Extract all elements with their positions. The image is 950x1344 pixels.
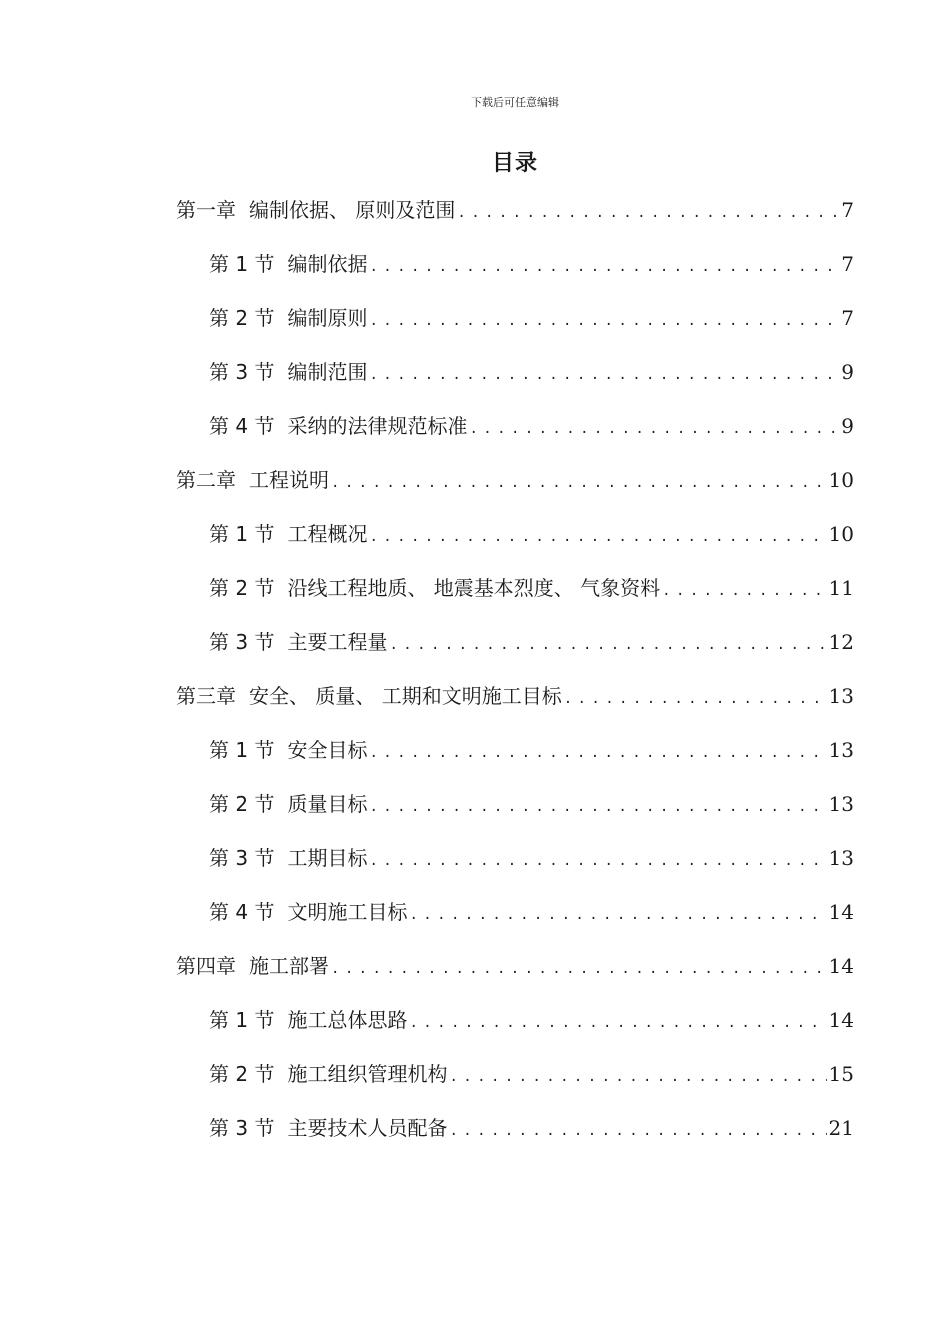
toc-dot-leader bbox=[369, 853, 826, 869]
toc-entry-title: 安全目标 bbox=[287, 738, 368, 762]
toc-entry-page: 14 bbox=[828, 1008, 854, 1032]
header-note: 下载后可任意编辑 bbox=[471, 96, 559, 109]
toc-entry-page: 10 bbox=[828, 468, 854, 492]
toc-entry-page: 7 bbox=[841, 252, 854, 276]
toc-entry-number: 第四章 bbox=[176, 954, 236, 978]
toc-chapter-entry[interactable] bbox=[176, 464, 854, 518]
toc-chapter-entry[interactable] bbox=[176, 950, 854, 1004]
toc-entry-number: 第 4 节 bbox=[209, 414, 275, 438]
toc-entry-number: 第二章 bbox=[176, 468, 236, 492]
toc-section-entry[interactable] bbox=[176, 896, 854, 950]
toc-entry-page: 11 bbox=[828, 576, 854, 600]
toc-entry-number: 第 1 节 bbox=[209, 252, 275, 276]
toc-section-entry[interactable] bbox=[176, 734, 854, 788]
toc-entry-page: 10 bbox=[828, 522, 854, 546]
toc-dot-leader bbox=[369, 313, 839, 329]
toc-entry-title: 主要技术人员配备 bbox=[287, 1116, 448, 1140]
toc-entry-page: 13 bbox=[828, 738, 854, 762]
toc-entry-title: 工期目标 bbox=[287, 846, 368, 870]
toc-entry-page: 13 bbox=[828, 792, 854, 816]
toc-section-entry[interactable] bbox=[176, 626, 854, 680]
toc-dot-leader bbox=[564, 691, 827, 707]
toc-entry-page: 15 bbox=[828, 1062, 854, 1086]
toc-dot-leader bbox=[331, 475, 827, 491]
toc-list bbox=[176, 194, 854, 1166]
toc-entry-number: 第 2 节 bbox=[209, 792, 275, 816]
toc-title: 目录 bbox=[491, 151, 538, 176]
toc-dot-leader bbox=[409, 1015, 826, 1031]
toc-dot-leader bbox=[389, 637, 826, 653]
toc-dot-leader bbox=[369, 745, 826, 761]
toc-chapter-entry[interactable] bbox=[176, 194, 854, 248]
toc-entry-page: 9 bbox=[841, 414, 854, 438]
toc-entry-number: 第 2 节 bbox=[209, 306, 275, 330]
toc-dot-leader bbox=[469, 421, 839, 437]
toc-entry-number: 第 3 节 bbox=[209, 360, 275, 384]
toc-chapter-entry[interactable] bbox=[176, 680, 854, 734]
toc-entry-page: 12 bbox=[828, 630, 854, 654]
toc-entry-page: 7 bbox=[841, 198, 854, 222]
toc-dot-leader bbox=[449, 1069, 826, 1085]
toc-entry-title: 采纳的法律规范标准 bbox=[287, 414, 468, 438]
toc-entry-page: 13 bbox=[828, 846, 854, 870]
toc-entry-page: 21 bbox=[828, 1116, 854, 1140]
toc-section-entry[interactable] bbox=[176, 410, 854, 464]
toc-entry-title: 安全、 质量、 工期和文明施工目标 bbox=[249, 684, 562, 708]
toc-entry-title: 施工总体思路 bbox=[287, 1008, 408, 1032]
toc-entry-number: 第三章 bbox=[176, 684, 236, 708]
toc-dot-leader bbox=[369, 529, 826, 545]
toc-dot-leader bbox=[662, 583, 826, 599]
toc-entry-title: 施工组织管理机构 bbox=[287, 1062, 448, 1086]
toc-entry-number: 第 2 节 bbox=[209, 1062, 275, 1086]
toc-entry-title: 编制依据 bbox=[287, 252, 368, 276]
toc-entry-title: 工程说明 bbox=[249, 468, 329, 492]
toc-dot-leader bbox=[369, 799, 826, 815]
toc-dot-leader bbox=[457, 205, 839, 221]
toc-dot-leader bbox=[409, 907, 826, 923]
toc-section-entry[interactable] bbox=[176, 1004, 854, 1058]
toc-entry-page: 14 bbox=[828, 954, 854, 978]
toc-section-entry[interactable] bbox=[176, 788, 854, 842]
toc-entry-number: 第 3 节 bbox=[209, 630, 275, 654]
toc-entry-number: 第 3 节 bbox=[209, 846, 275, 870]
toc-entry-title: 质量目标 bbox=[287, 792, 368, 816]
toc-section-entry[interactable] bbox=[176, 1058, 854, 1112]
toc-entry-title: 沿线工程地质、 地震基本烈度、 气象资料 bbox=[287, 576, 661, 600]
toc-entry-title: 编制依据、 原则及范围 bbox=[249, 198, 456, 222]
toc-entry-number: 第 1 节 bbox=[209, 738, 275, 762]
toc-section-entry[interactable] bbox=[176, 1112, 854, 1166]
toc-entry-number: 第 3 节 bbox=[209, 1116, 275, 1140]
toc-entry-title: 编制范围 bbox=[287, 360, 368, 384]
toc-entry-page: 9 bbox=[841, 360, 854, 384]
toc-entry-title: 施工部署 bbox=[249, 954, 329, 978]
toc-section-entry[interactable] bbox=[176, 518, 854, 572]
toc-section-entry[interactable] bbox=[176, 302, 854, 356]
toc-entry-title: 主要工程量 bbox=[287, 630, 388, 654]
toc-dot-leader bbox=[449, 1123, 826, 1139]
toc-entry-number: 第 1 节 bbox=[209, 1008, 275, 1032]
toc-entry-title: 文明施工目标 bbox=[287, 900, 408, 924]
toc-dot-leader bbox=[369, 259, 839, 275]
toc-section-entry[interactable] bbox=[176, 356, 854, 410]
toc-entry-number: 第 1 节 bbox=[209, 522, 275, 546]
toc-entry-page: 14 bbox=[828, 900, 854, 924]
toc-entry-number: 第 2 节 bbox=[209, 576, 275, 600]
toc-entry-number: 第 4 节 bbox=[209, 900, 275, 924]
toc-entry-number: 第一章 bbox=[176, 198, 236, 222]
toc-dot-leader bbox=[331, 961, 827, 977]
toc-section-entry[interactable] bbox=[176, 842, 854, 896]
toc-entry-title: 编制原则 bbox=[287, 306, 368, 330]
toc-dot-leader bbox=[369, 367, 839, 383]
toc-entry-title: 工程概况 bbox=[287, 522, 368, 546]
toc-entry-page: 13 bbox=[828, 684, 854, 708]
toc-section-entry[interactable] bbox=[176, 248, 854, 302]
toc-section-entry[interactable] bbox=[176, 572, 854, 626]
toc-entry-page: 7 bbox=[841, 306, 854, 330]
